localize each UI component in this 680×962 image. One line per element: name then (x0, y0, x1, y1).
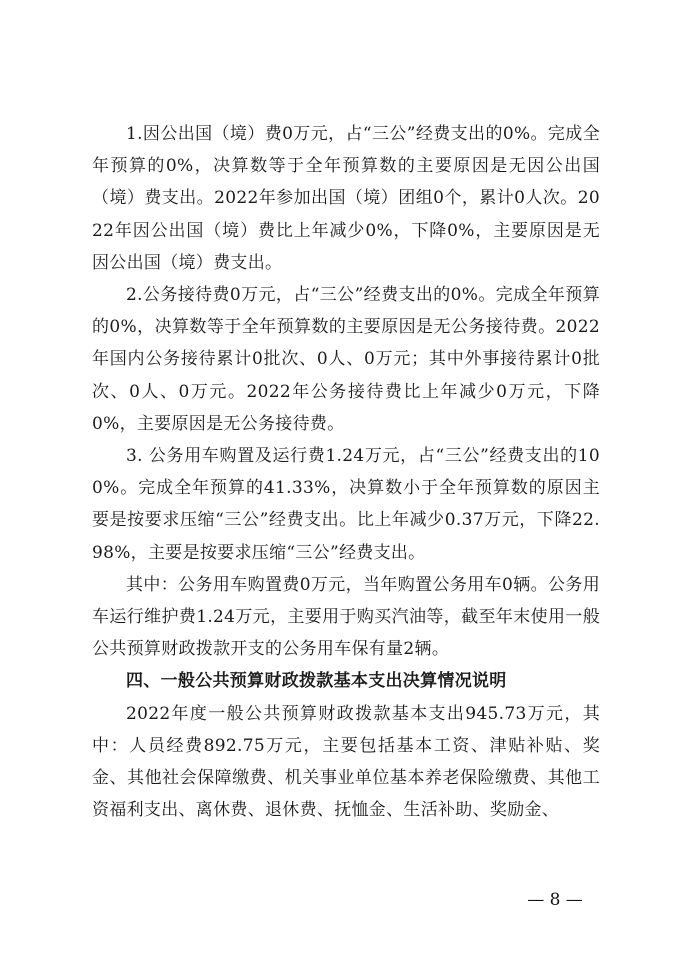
section-heading: 四、一般公共预算财政拨款基本支出决算情况说明 (126, 671, 507, 692)
paragraph-official-reception: 2.公务接待费0万元，占“三公”经费支出的0%。完成全年预算的0%，决算数等于全年预算数的主要原因是无公务接待费。2022年国内公务接待累计0批次、0人、0万元；其中外事接待累计0批次、0人、0万元。2022年公务接待费比上年减少0万元，下降0%，主要原因是无公务接待费。 (92, 285, 600, 434)
paragraph-basic-expenditure: 2022年度一般公共预算财政拨款基本支出945.73万元，其中：人员经费892.75万元，主要包括基本工资、津贴补贴、奖金、其他社会保障缴费、机关事业单位基本养老保险缴费、其他工资福利支出、离休费、退休费、抚恤金、生活补助、奖励金、 (92, 703, 600, 821)
body-text (92, 118, 600, 826)
paragraph-vehicle-details: 其中：公务用车购置费0万元，当年购置公务用车0辆。公务用车运行维护费1.24万元，主要用于购买汽油等，截至年末使用一般公共预算财政拨款开支的公务用车保有量2辆。 (92, 574, 600, 660)
paragraph-outbound-travel: 1.因公出国（境）费0万元，占“三公”经费支出的0%。完成全年预算的0%，决算数等于全年预算数的主要原因是无因公出国（境）费支出。2022年参加出国（境）团组0个，累计0人次。2022年因公出国（境）费比上年减少0%，下降0%，主要原因是无因公出国（境）费支出。 (92, 124, 600, 273)
paragraph-official-vehicles: 3. 公务用车购置及运行费1.24万元，占“三公”经费支出的100%。完成全年预算的41.33%，决算数小于全年预算数的原因主要是按要求压缩“三公”经费支出。比上年减少0.37万元，下降22.98%，主要是按要求压缩“三公”经费支出。 (92, 446, 600, 563)
page-number: — 8 — (527, 890, 583, 910)
